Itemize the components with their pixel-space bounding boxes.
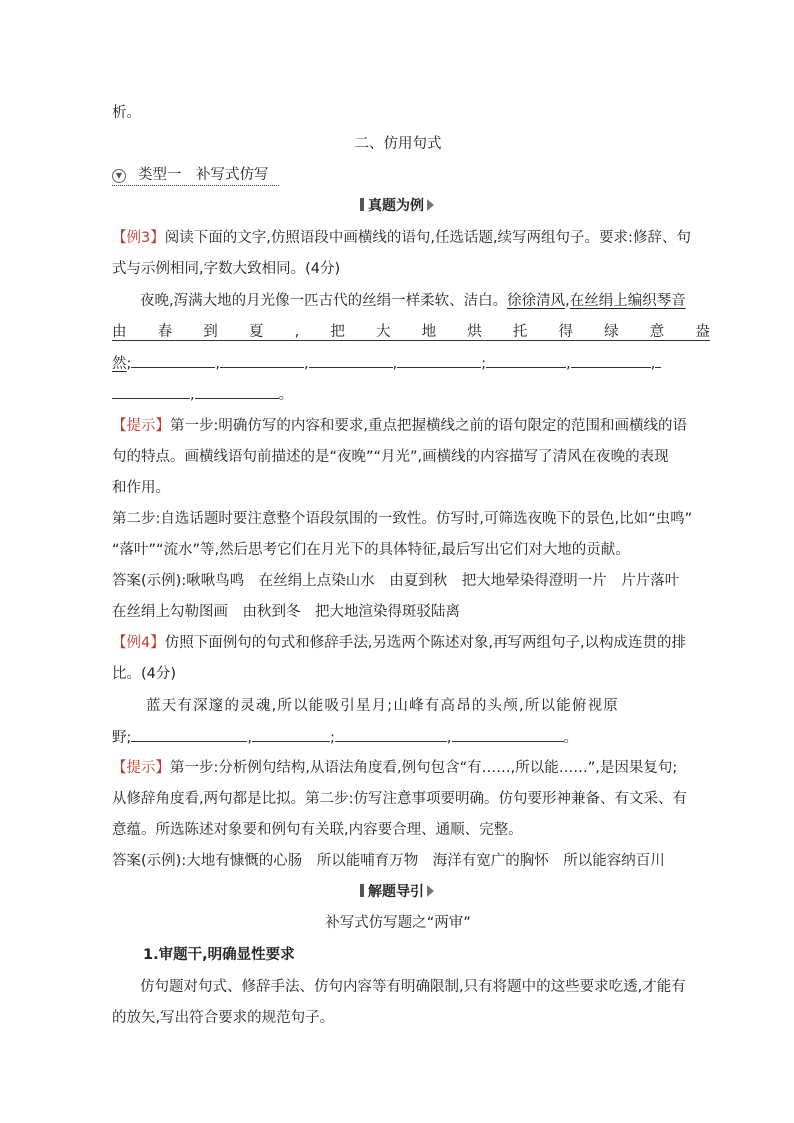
blank[interactable] bbox=[220, 353, 304, 368]
section1-para-line1: 仿句题对句式、修辞手法、仿句内容等有明确限制,只有将题中的这些要求吃透,才能有 bbox=[140, 979, 686, 995]
example4-line2: 比。(4分) bbox=[112, 666, 177, 682]
example4-answer: 答案(示例):大地有慷慨的心肠 所以能哺育万物 海洋有宽广的胸怀 所以能容纳百川 bbox=[112, 853, 665, 869]
example3-hint-line3: 和作用。 bbox=[112, 480, 170, 496]
section1-para-line2: 的放矢,写出符合要求的规范句子。 bbox=[112, 1010, 335, 1026]
category-heading bbox=[112, 165, 279, 186]
example4-blanks: 野; , ; , 。 bbox=[112, 727, 684, 748]
example3-line1: 【例3】阅读下面的文字,仿照语段中画横线的语句,任选话题,续写两组句子。要求:修辞、句 bbox=[112, 230, 691, 246]
blank[interactable] bbox=[571, 353, 651, 368]
example3-tag: 【例3】 bbox=[112, 230, 165, 246]
bar-icon bbox=[360, 198, 364, 211]
hint-tag: 【提示】 bbox=[112, 418, 170, 434]
bar-icon bbox=[360, 884, 364, 897]
blank[interactable] bbox=[252, 727, 330, 742]
section1-title: 1.审题干,明确显性要求 bbox=[143, 947, 295, 963]
example3-passage: 夜晚,泻满大地的月光像一匹古代的丝绢一样柔软、洁白。徐徐清风,在丝绢上编织琴音 bbox=[140, 293, 686, 309]
example4-hint-line1: 【提示】第一步:分析例句结构,从语法角度看,例句包含“有……,所以能……”,是因果复句; bbox=[112, 760, 678, 776]
section-title: 二、仿用句式 bbox=[354, 136, 442, 152]
guide-title: 补写式仿写题之“两审” bbox=[325, 915, 471, 931]
answer-blanks-row2: , 。 bbox=[112, 384, 684, 405]
example3-hint-line1: 【提示】第一步:明确仿写的内容和要求,重点把握横线之前的语句限定的范围和画横线的语 bbox=[112, 418, 687, 434]
answer-blanks-row1: 然; , , , ; , , bbox=[112, 353, 684, 374]
example4-line1: 【例4】仿照下面例句的句式和修辞手法,另选两个陈述对象,再写两组句子,以构成连贯的排 bbox=[112, 635, 687, 651]
example3-hint-line5: “落叶”“流水”等,然后思考它们在月光下的具体特征,最后写出它们对大地的贡献。 bbox=[112, 542, 630, 558]
blank[interactable] bbox=[452, 727, 564, 742]
fragment-text: 析。 bbox=[112, 105, 141, 121]
example4-sample-sentence: 蓝天有深邃的灵魂,所以能吸引星月;山峰有高昂的头颅,所以能俯视原 bbox=[146, 698, 620, 714]
blank[interactable] bbox=[112, 384, 190, 399]
example3-hint-line4: 第二步:自选话题时要注意整个语段氛围的一致性。仿写时,可筛选夜晚下的景色,比如“虫鸣” bbox=[112, 511, 693, 527]
example3-answer-line1: 答案(示例):啾啾鸟鸣 在丝绢上点染山水 由夏到秋 把大地晕染得澄明一片 片片落叶 bbox=[112, 573, 680, 589]
hint-tag: 【提示】 bbox=[112, 760, 170, 776]
blank[interactable] bbox=[397, 353, 481, 368]
underlined-phrase-1: 徐徐清风 bbox=[507, 293, 566, 309]
banner-label: 真题为例 bbox=[368, 198, 424, 214]
blank[interactable] bbox=[131, 727, 247, 742]
example4-hint-line2: 从修辞角度看,两句都是比拟。第二步:仿写注意事项要明确。仿句要形神兼备、有文采、有 bbox=[112, 791, 687, 807]
example3-hint-line2: 句的特点。画横线语句前描述的是“夜晚”“月光”,画横线的内容描写了清风在夜晚的表现 bbox=[112, 449, 669, 465]
example4-hint-line3: 意蕴。所选陈述对象要和例句有关联,内容要合理、通顺、完整。 bbox=[112, 822, 523, 838]
example3-line2: 式与示例相同,字数大致相同。(4分) bbox=[112, 261, 341, 277]
blank[interactable] bbox=[195, 384, 279, 399]
blank[interactable] bbox=[486, 353, 566, 368]
triangle-right-icon bbox=[427, 199, 434, 211]
banner-label: 解题导引 bbox=[368, 884, 424, 900]
triangle-right-icon bbox=[427, 885, 434, 897]
underlined-spread-line: 由 春 到 夏 , 把 大 地 烘 托 得 绿 意 盎 bbox=[112, 324, 710, 340]
chevron-down-icon: ▼ bbox=[112, 169, 126, 183]
example3-answer-line2: 在丝绢上勾勒图画 由秋到冬 把大地渲染得斑驳陆离 bbox=[112, 604, 460, 620]
blank[interactable] bbox=[131, 353, 215, 368]
banner-real-examples bbox=[0, 196, 794, 216]
blank[interactable] bbox=[309, 353, 393, 368]
blank[interactable] bbox=[655, 353, 661, 368]
banner-solution-guide bbox=[0, 882, 794, 902]
example4-tag: 【例4】 bbox=[112, 635, 165, 651]
underlined-phrase-2: 在丝绢上编织琴音 bbox=[569, 293, 686, 309]
category-label: 类型一 补写式仿写 bbox=[138, 167, 269, 183]
blank[interactable] bbox=[335, 727, 447, 742]
